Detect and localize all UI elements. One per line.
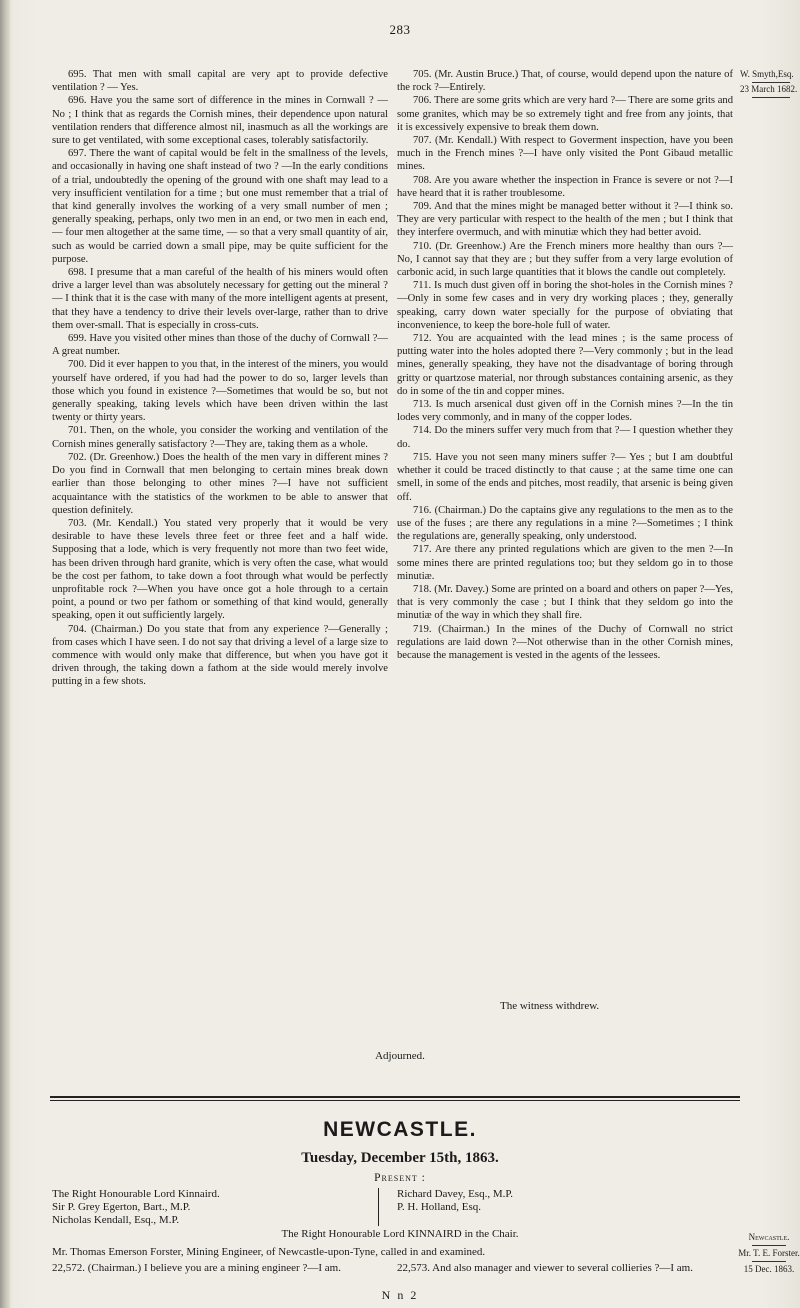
section-rule-thick xyxy=(50,1096,740,1098)
paragraph: 704. (Chairman.) Do you state that from any experience ?—Generally ; from cases which I have seen. I do not say that driving a level of a large size to commence with would only make that difference, but when you have got it driven through, the taking down a fathom at the side would merely involve putting in a few shots. xyxy=(52,623,388,688)
present-divider xyxy=(378,1188,379,1226)
paragraph: 715. Have you not seen many miners suffer ?— Yes ; but I am doubtful whether it could be traced distinctly to that cause ; at the same time one can smell, in some of the ends and pitches, most readily, that arsenic is being given off. xyxy=(397,451,733,503)
present-member: Nicholas Kendall, Esq., M.P. xyxy=(52,1214,180,1226)
margin-witness: W. Smyth,Esq. xyxy=(740,69,794,79)
section-title: NEWCASTLE. xyxy=(323,1118,477,1141)
signature-mark: N n 2 xyxy=(381,1288,419,1302)
paragraph: 719. (Chairman.) In the mines of the Duchy of Cornwall no strict regulations are laid down ?—Not otherwise than in the other Cornish mines, because the management is vested in the agents of the lessees. xyxy=(397,623,733,661)
margin-date: 15 Dec. 1863. xyxy=(743,1264,795,1274)
margin-witness: Mr. T. E. Forster. xyxy=(738,1248,800,1258)
paragraph: 707. (Mr. Kendall.) With respect to Goverment inspection, have you been much in the French mines ?—I have only visited the Pont Gibaud metallic mines. xyxy=(397,135,733,173)
question-22572: 22,572. (Chairman.) I believe you are a mining engineer ?—I am. xyxy=(52,1262,341,1274)
witness-introduction: Mr. Thomas Emerson Forster, Mining Engineer, of Newcastle-upon-Tyne, called in and examined. xyxy=(52,1246,486,1258)
margin-divider xyxy=(752,97,790,98)
paragraph: 706. There are some grits which are very hard ?— There are some grits and some granites, which may be so extremely tight and free from any joints, that it is excessively expensive to break them down. xyxy=(397,95,733,133)
paragraph: 703. (Mr. Kendall.) You stated very properly that it would be very desirable to have these levels three feet or three feet and a half wide. Supposing that a lode, which is very frequently not more than two feet wide, has been driven through hard granite, which is very often the case, what would be the cost per fathom, to take down a foot through what would be perfectly unprofitable rock ?—When you have once got a hole through to a certain point, a pound or two per fathom or something of that kind would, generally speaking, open it out sufficiently largely. xyxy=(52,517,388,622)
paragraph: 695. That men with small capital are very apt to provide defective ventilation ? — Yes. xyxy=(52,69,388,94)
present-member: The Right Honourable Lord Kinnaird. xyxy=(52,1188,220,1200)
paragraph: 702. (Dr. Greenhow.) Does the health of the men vary in different mines ? Do you find in Cornwall that men belonging to certain mines break down earlier than those belonging to other mines ?—I have not sufficient acquaintance with the statistics of the workmen to be able to answer that question definitely. xyxy=(52,451,388,516)
section-rule-thin xyxy=(50,1100,740,1101)
paragraph: 717. Are there any printed regulations which are given to the men ?—In some mines there are printed regulations too; but they seldom go in to those minutiæ. xyxy=(397,544,733,582)
paragraph: 718. (Mr. Davey.) Some are printed on a board and others on paper ?—Yes, that is very commonly the case ; but I think that they seldom go into the minutiæ of the way in which they shall fire. xyxy=(397,583,733,622)
paragraph: 697. There the want of capital would be felt in the smallness of the levels, and occasionally in having one shaft instead of two ? —In the early conditions of a trial, undoubtedly the opening of the ground with one shaft may lead to a very insufficient ventilation for a time ; but one must remember that a trial of that kind generally involves the working of a very small number of men ; generally speaking, perhaps, only two men in an end, or two men in each end, — four men altogether at the same time, — so that a very small quantity of air, such as would be carried down a small pipe, may be quite sufficient for the purpose. xyxy=(52,148,388,265)
paragraph: 701. Then, on the whole, you consider the working and ventilation of the Cornish mines generally satisfactory ?—They are, taking them as a whole. xyxy=(52,425,388,450)
paragraph: 696. Have you the same sort of difference in the mines in Cornwall ? — No ; I think that as regards the Cornish mines, their dependence upon natural ventilation renders that difference almost nil, inasmuch as all the workings are sure to get ventilated, with some exceptional cases, tolerably satisfactorily. xyxy=(52,95,388,147)
chair-line: The Right Honourable Lord KINNAIRD in the Chair. xyxy=(281,1228,519,1240)
paragraph: 708. Are you aware whether the inspection in France is severe or not ?—I have heard that it is rather troublesome. xyxy=(397,174,733,199)
present-member: Sir P. Grey Egerton, Bart., M.P. xyxy=(52,1201,191,1213)
paragraph: 699. Have you visited other mines than those of the duchy of Cornwall ?—A great number. xyxy=(52,333,388,358)
margin-divider xyxy=(752,1245,786,1246)
session-date: Tuesday, December 15th, 1863. xyxy=(301,1150,499,1166)
margin-divider xyxy=(752,1261,786,1262)
paragraph: 713. Is much arsenical dust given off in the Cornish mines ?—In the tin lodes very commonly, and in many of the copper lodes. xyxy=(397,399,733,424)
present-list-right xyxy=(397,1188,727,1214)
present-label: Present : xyxy=(374,1172,426,1184)
present-member: P. H. Holland, Esq. xyxy=(397,1201,482,1213)
paragraph: 700. Did it ever happen to you that, in the interest of the miners, you would yourself have ordered, if you had had the power to do so, larger levels than those which you found in existence ?—Sometimes that would be so, but not generally speaking, taking levels which have been driven within the last twenty or thirty years. xyxy=(52,359,388,424)
paragraph: 705. (Mr. Austin Bruce.) That, of course, would depend upon the nature of the rock ?—Entirely. xyxy=(397,69,733,94)
binding-edge xyxy=(0,0,10,1308)
paragraph: 712. You are acquainted with the lead mines ; is the same process of putting water into the holes adopted there ?—Very commonly ; but in the lead mines, generally speaking, they have not the disadvantage of boring through gritty or quartzose material, nor through substances containing arsenic, as they do in some of the tin and copper mines. xyxy=(397,333,733,397)
right-column xyxy=(397,68,733,662)
paragraph: 716. (Chairman.) Do the captains give any regulations to the men as to the use of the fuses ; are there any regulations in a mine ?—Sometimes ; I think the regulations are, generally speaking, only understood. xyxy=(397,504,733,543)
paragraph: 710. (Dr. Greenhow.) Are the French miners more healthy than ours ?—No, I cannot say that they are ; but they suffer from a very large evolution of carbonic acid, in such large quantities that it blows the candle out completely. xyxy=(397,240,733,279)
margin-place: Newcastle. xyxy=(748,1232,790,1242)
adjourned-note: Adjourned. xyxy=(375,1050,425,1062)
margin-notes xyxy=(740,68,800,98)
question-22573: 22,573. And also manager and viewer to several collieries ?—I am. xyxy=(397,1262,693,1274)
present-list-left xyxy=(52,1188,372,1227)
newcastle-margin-notes xyxy=(738,1232,800,1275)
paragraph: 709. And that the mines might be managed better without it ?—I think so. They are very particular with respect to the health of the men ; but I think that they interfere overmuch, and with minutiæ which they had better avoid. xyxy=(397,201,733,239)
paragraph: 711. Is much dust given off in boring the shot-holes in the Cornish mines ?—Only in some few cases and in very dry working places ; they, generally speaking, carry down water specially for the purpose of obviating that inconvenience, to keep the bore-hole full of water. xyxy=(397,280,733,331)
paragraph: 698. I presume that a man careful of the health of his miners would often drive a larger level than was absolutely necessary for getting out the mineral ? — I think that it is the case with many of the more intelligent agents at present, that they have a tendency to drive their levels over-large, rather than to drive them over-small. That is especially in cross-cuts. xyxy=(52,267,388,331)
present-member: Richard Davey, Esq., M.P. xyxy=(397,1188,513,1200)
witness-withdrew: The witness withdrew. xyxy=(500,1000,600,1012)
left-column xyxy=(52,68,388,689)
page-number: 283 xyxy=(389,22,411,37)
paragraph: 714. Do the miners suffer very much from that ?— I question whether they do. xyxy=(397,425,733,450)
margin-date: 23 March 1682. xyxy=(740,84,798,94)
